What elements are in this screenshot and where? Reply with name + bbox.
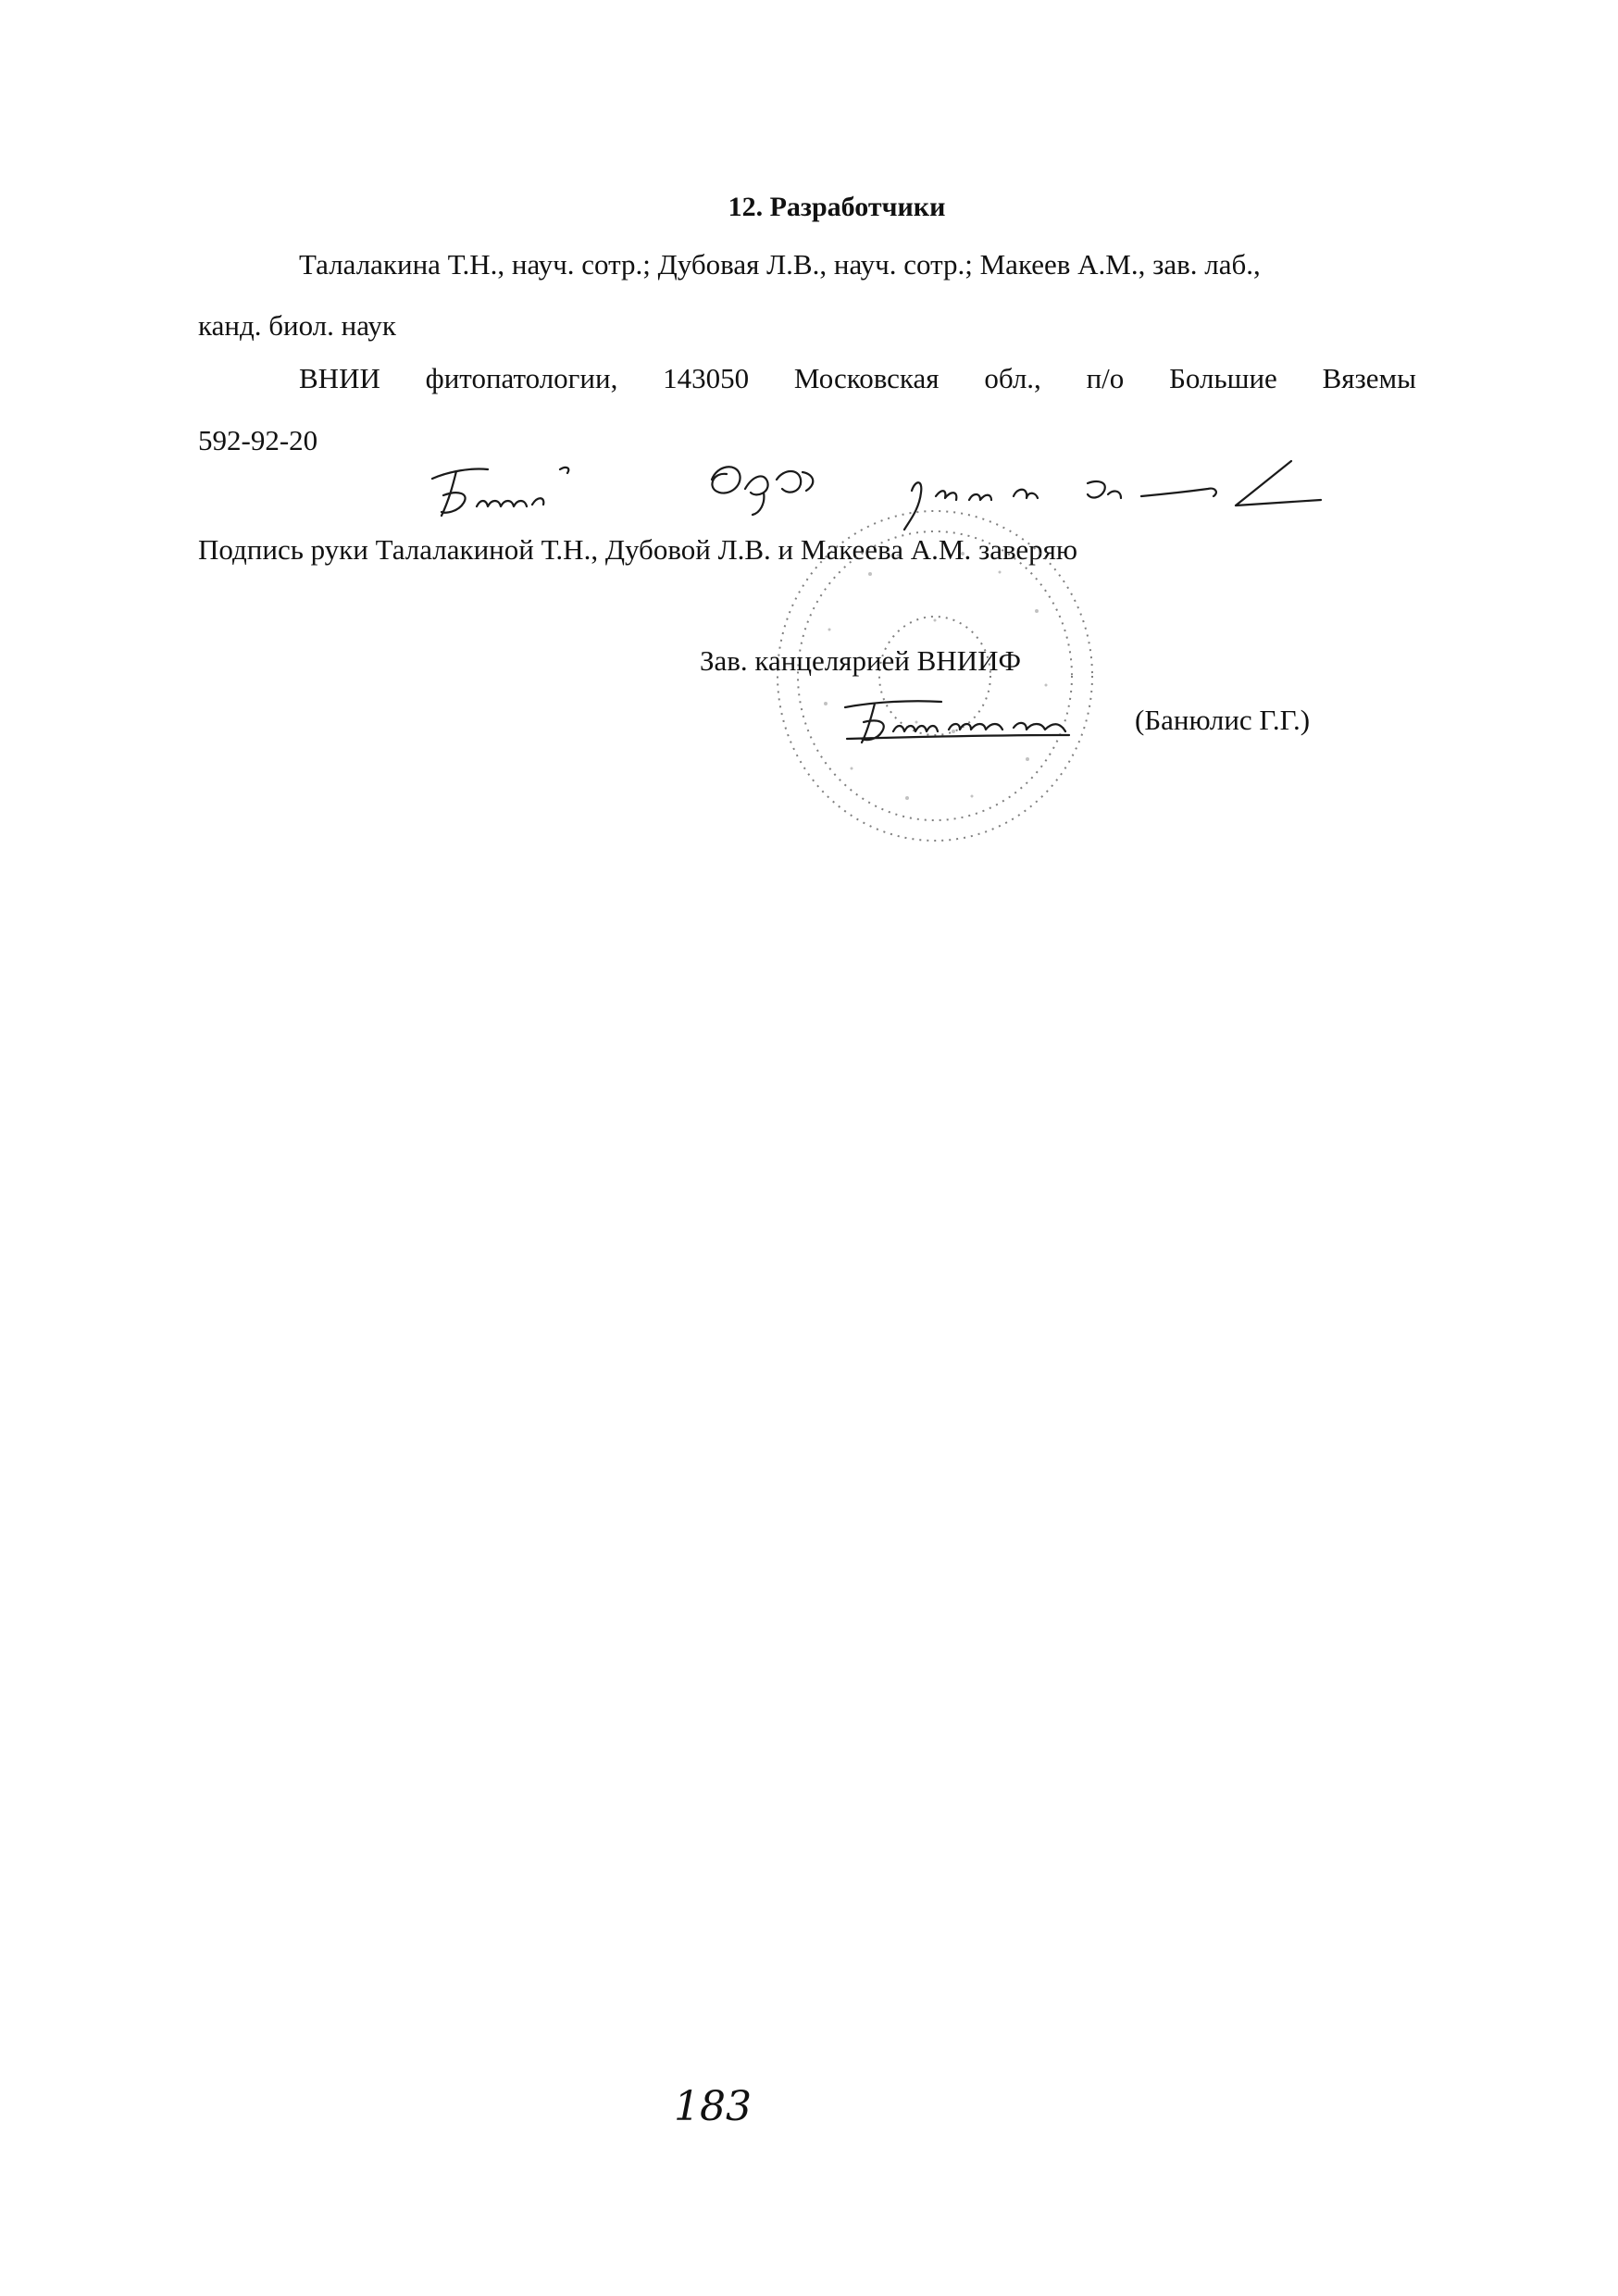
address-word: Большие xyxy=(1169,362,1277,394)
address-word: ВНИИ xyxy=(299,362,380,394)
address-word: обл., xyxy=(984,362,1041,394)
address-word: п/о xyxy=(1086,362,1125,394)
chancellery-head-name: (Банюлис Г.Г.) xyxy=(1135,704,1311,736)
organization-phone: 592-92-20 xyxy=(198,424,318,456)
address-word: Вяземы xyxy=(1322,362,1416,394)
organization-address xyxy=(299,364,1416,393)
section-heading: 12. Разработчики xyxy=(728,192,946,222)
developers-line-1: Талалакина Т.Н., науч. сотр.; Дубовая Л.В., науч. сотр.; Макеев А.М., зав. лаб., xyxy=(299,248,1261,281)
address-word: фитопатологии, xyxy=(425,362,618,394)
signature-talalakina xyxy=(421,458,606,528)
certification-text: Подпись руки Талалакиной Т.Н., Дубовой Л.В. и Макеева А.М. заверяю xyxy=(198,533,1078,566)
address-word: 143050 xyxy=(663,362,750,394)
signature-banyulis xyxy=(838,694,1115,750)
address-word: Московская xyxy=(793,362,940,394)
developers-line-2: канд. биол. наук xyxy=(198,309,396,342)
page-number: 183 xyxy=(674,2083,752,2130)
chancellery-position: Зав. канцелярией ВНИИФ xyxy=(700,644,1021,677)
